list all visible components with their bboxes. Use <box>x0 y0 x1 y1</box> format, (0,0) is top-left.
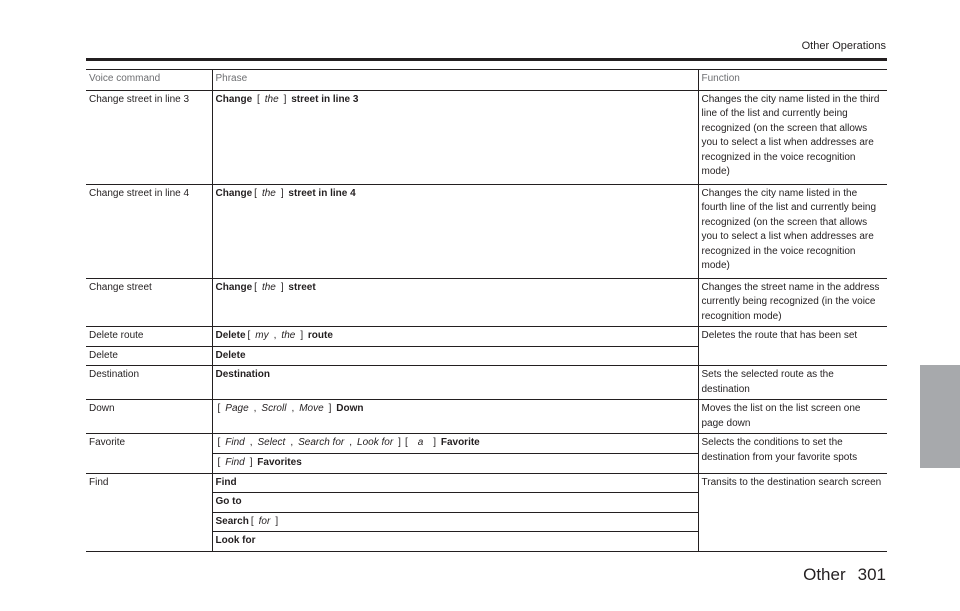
function-cell: Transits to the destination search screen <box>698 473 887 551</box>
column-header-function: Function <box>698 70 887 91</box>
phrase-word: street <box>288 281 316 293</box>
phrase-word: Favorites <box>257 456 302 468</box>
phrase-word: Change <box>215 93 253 105</box>
page-number: 301 <box>857 565 886 584</box>
phrase-option: my <box>255 330 269 341</box>
phrase-cell <box>212 493 698 513</box>
bracket-open: [ <box>217 456 221 468</box>
bracket-open: [ <box>404 437 408 448</box>
table-row <box>86 400 887 434</box>
header-rule <box>86 58 887 61</box>
function-cell: Changes the city name listed in the fourth line of the list and currently being recognized (on the screen that allows you to select a list when addresses are recognized in the voice recognition mode) <box>698 184 887 278</box>
phrase-word: street in line 3 <box>291 93 359 105</box>
phrase-cell <box>212 473 698 493</box>
phrase-word: Search <box>215 515 249 527</box>
phrase-word: Look for <box>215 535 256 546</box>
phrase-cell <box>212 434 698 454</box>
table-row <box>86 278 887 327</box>
bracket-close: ] <box>398 437 401 448</box>
table-row <box>86 434 887 454</box>
phrase-option: Scroll <box>261 403 287 414</box>
function-cell: Moves the list on the list screen one page down <box>698 400 887 434</box>
phrase-option: Find <box>225 456 245 468</box>
footer-section-word: Other <box>803 565 846 584</box>
function-cell: Changes the city name listed in the third line of the list and currently being recognized (on the screen that allows you to select a list when addresses are recognized in the voice recognition mode) <box>698 90 887 184</box>
phrase-option: Select <box>257 437 286 448</box>
phrase-option: Page <box>225 403 249 414</box>
phrase-word: Change <box>215 187 253 199</box>
separator-comma: , <box>253 403 257 414</box>
bracket-close: ] <box>300 330 304 341</box>
function-cell: Selects the conditions to set the destination from your favorite spots <box>698 434 887 474</box>
bracket-close: ] <box>280 281 284 293</box>
phrase-cell <box>212 278 698 327</box>
phrase-option: the <box>281 330 296 341</box>
phrase-cell <box>212 453 698 473</box>
separator-comma: , <box>349 437 353 448</box>
bracket-close: ] <box>249 456 253 468</box>
phrase-option: the <box>261 281 276 293</box>
section-side-tab <box>920 365 960 468</box>
phrase-word: Delete <box>215 330 246 341</box>
voice-command-cell: Delete route <box>86 327 212 347</box>
phrase-cell <box>212 532 698 552</box>
phrase-cell <box>212 400 698 434</box>
function-cell: Sets the selected route as the destination <box>698 366 887 400</box>
table-row <box>86 366 887 400</box>
phrase-option: Search for <box>298 437 345 448</box>
voice-command-cell: Find <box>86 473 212 551</box>
phrase-option: a <box>417 437 424 448</box>
section-title: Other Operations <box>801 40 886 52</box>
bracket-close: ] <box>275 515 279 527</box>
phrase-word: Delete <box>215 349 246 361</box>
page-footer <box>803 565 886 585</box>
voice-command-cell: Destination <box>86 366 212 400</box>
bracket-close: ] <box>328 403 332 414</box>
phrase-option: Find <box>225 437 245 448</box>
bracket-close: ] <box>283 93 287 105</box>
voice-command-cell: Change street in line 4 <box>86 184 212 278</box>
separator-comma: , <box>249 437 253 448</box>
bracket-close: ] <box>280 187 284 199</box>
phrase-option: for <box>258 515 271 527</box>
phrase-word: route <box>307 330 333 341</box>
phrase-option: the <box>261 187 276 199</box>
column-header-voice-command: Voice command <box>86 70 212 91</box>
phrase-cell <box>212 512 698 532</box>
phrase-word: Go to <box>215 496 242 507</box>
phrase-word: Favorite <box>440 437 480 448</box>
phrase-cell <box>212 327 698 347</box>
voice-command-cell: Down <box>86 400 212 434</box>
phrase-word: Destination <box>215 369 270 380</box>
voice-command-cell: Change street <box>86 278 212 327</box>
separator-comma: , <box>290 437 294 448</box>
phrase-option: the <box>264 93 279 105</box>
table-row <box>86 473 887 493</box>
phrase-word: Find <box>215 476 237 488</box>
separator-comma: , <box>273 330 277 341</box>
bracket-open: [ <box>254 281 257 293</box>
table-header-row <box>86 70 887 91</box>
phrase-word: Change <box>215 281 253 293</box>
phrase-cell <box>212 90 698 184</box>
voice-command-cell: Delete <box>86 346 212 366</box>
voice-command-cell: Change street in line 3 <box>86 90 212 184</box>
bracket-open: [ <box>254 187 257 199</box>
bracket-open: [ <box>217 437 221 448</box>
bracket-open: [ <box>247 330 251 341</box>
phrase-word: Down <box>336 403 364 414</box>
voice-command-cell: Favorite <box>86 434 212 474</box>
phrase-cell <box>212 346 698 366</box>
table-row <box>86 184 887 278</box>
bracket-close: ] <box>433 437 437 448</box>
phrase-cell <box>212 366 698 400</box>
voice-command-table <box>86 69 887 552</box>
bracket-open: [ <box>256 93 260 105</box>
function-cell: Deletes the route that has been set <box>698 327 887 366</box>
table-row <box>86 327 887 347</box>
bracket-open: [ <box>217 403 221 414</box>
phrase-option: Look for <box>357 437 394 448</box>
table-row <box>86 90 887 184</box>
phrase-option: Move <box>299 403 324 414</box>
column-header-phrase: Phrase <box>212 70 698 91</box>
function-cell: Changes the street name in the address currently being recognized (in the voice recognition mode) <box>698 278 887 327</box>
phrase-word: street in line 4 <box>288 187 356 199</box>
separator-comma: , <box>291 403 295 414</box>
phrase-cell <box>212 184 698 278</box>
bracket-open: [ <box>250 515 254 527</box>
